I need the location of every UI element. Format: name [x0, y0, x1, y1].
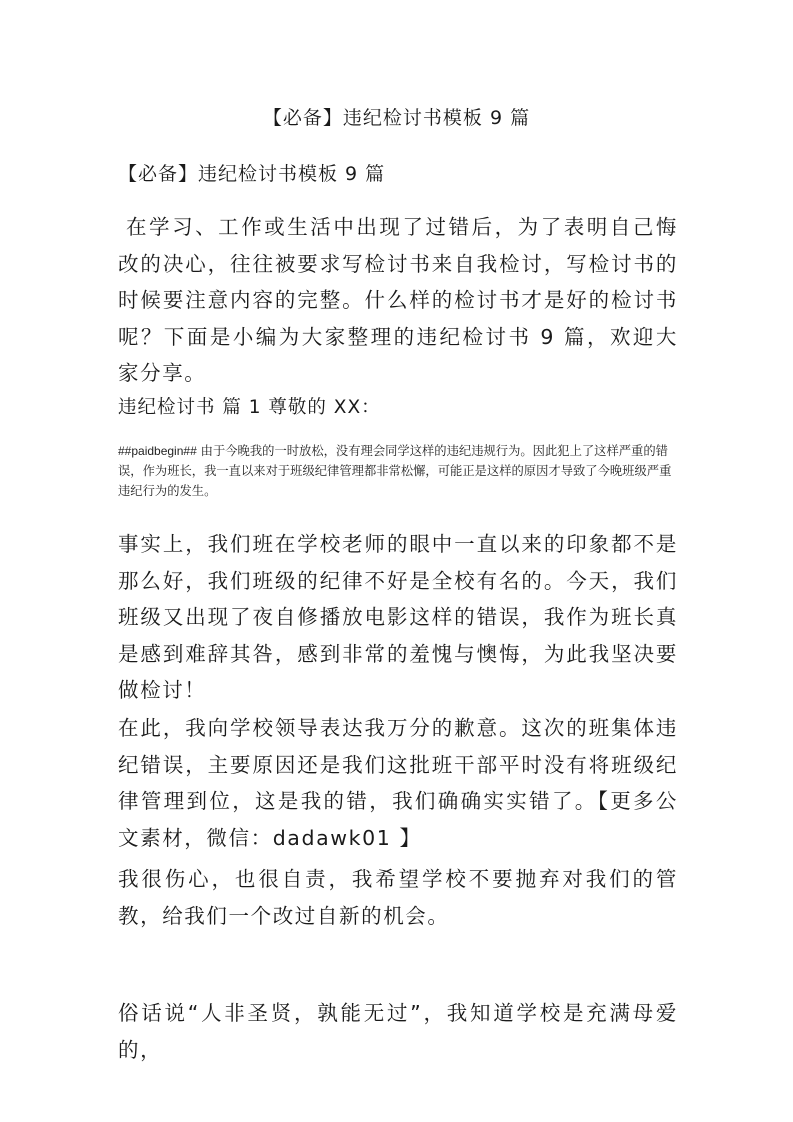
body-paragraph: 我很伤心，也很自责，我希望学校不要抛弃对我们的管教，给我们一个改过自新的机会。 — [118, 867, 678, 928]
body-paragraph: 事实上，我们班在学校老师的眼中一直以来的印象都不是那么好，我们班级的纪律不好是全校有名的。今天，我们班级又出现了夜自修播放电影这样的错误，我作为班长真是感到难辞其咎，感到非常的羞愧与懊悔，为此我坚决要做检讨！ — [118, 532, 678, 702]
small-print-text: 由于今晚我的一时放松，没有理会同学这样的违纪违规行为。因此犯上了这样严重的错误，作为班长，我一直以来对于班级纪律管理都非常松懈，可能正是这样的原因才导致了今晚班级严重违纪行为的发生。 — [118, 444, 672, 498]
intro-paragraph: 在学习、工作或生活中出现了过错后，为了表明自己悔改的决心，往往被要求写检讨书来自我检讨，写检讨书的时候要注意内容的完整。什么样的检讨书才是好的检讨书呢？下面是小编为大家整理的违纪检讨书 9 篇，欢迎大家分享。 — [118, 215, 678, 385]
small-print-paragraph — [118, 441, 678, 501]
document-subtitle: 【必备】违纪检讨书模板 9 篇 — [118, 163, 386, 185]
body-paragraph: 在此，我向学校领导表达我万分的歉意。这次的班集体违纪错误，主要原因还是我们这批班干部平时没有将班级纪律管理到位，这是我的错，我们确确实实错了。【更多公文素材，微信：dadawk01 】 — [118, 716, 678, 850]
document-title: 【必备】违纪检讨书模板 9 篇 — [262, 107, 531, 129]
section-heading: 违纪检讨书 篇 1 尊敬的 XX： — [118, 397, 381, 418]
paid-begin-tag: ##paidbegin## — [118, 444, 197, 458]
body-paragraph: 俗话说“人非圣贤，孰能无过”，我知道学校是充满母爱的， — [118, 1001, 678, 1062]
